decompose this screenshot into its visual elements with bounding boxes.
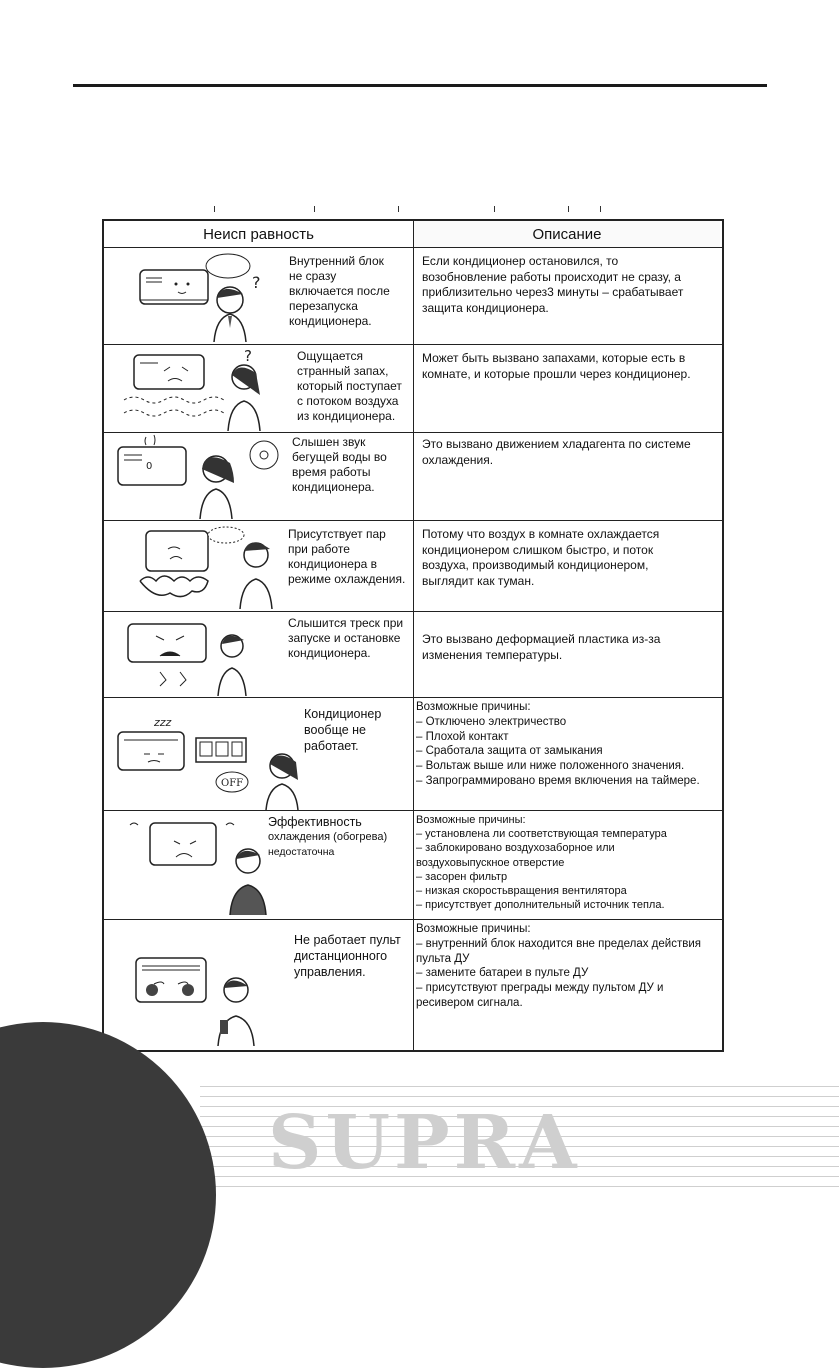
description-text: Потому что воздух в комнате охлаждается кондиционером слишком быстро, и поток воздуха, производимый кондиционером, выглядит как туман. — [422, 527, 660, 588]
header-fault: Неисп равность — [203, 226, 314, 243]
svg-text:?: ? — [244, 347, 252, 365]
table-row — [104, 612, 722, 698]
fault-text: Эффективность охлаждения (обогрева) недостаточна — [268, 815, 388, 858]
svg-text:0: 0 — [146, 461, 153, 472]
fault-text: Внутренний блок не сразу включается после перезапуска кондиционера. — [289, 254, 390, 328]
fault-text: Слышен звук бегущей воды во время работы кондиционера. — [292, 435, 387, 494]
svg-text:?: ? — [252, 273, 261, 292]
table-row — [104, 698, 722, 811]
fault-text: Не работает пульт дистанционного управления. — [294, 933, 401, 979]
corner-circle — [0, 1022, 216, 1368]
description-text: Это вызвано движением хладагента по системе охлаждения. — [422, 437, 691, 467]
fault-text: Слышится треск при запуске и остановке кондиционера. — [288, 616, 404, 660]
description-text: Возможные причины: – Отключено электричество – Плохой контакт – Сработала защита от замыкания – Вольтаж выше или ниже положенного значения. – Запрограммировано время включения на таймере. — [416, 701, 700, 787]
off-label: OFF — [221, 778, 244, 789]
description-text: Возможные причины: – внутренний блок находится вне пределах действия пульта ДУ – замените батареи в пульте ДУ – присутствуют преграды между пультом ДУ и ресивером сигнала. — [416, 923, 701, 1009]
troubleshooting-table — [102, 219, 724, 1052]
table-row — [104, 248, 722, 345]
header-description: Описание — [414, 221, 720, 247]
table-row — [104, 920, 722, 1050]
fault-text: Присутствует пар при работе кондиционера в режиме охлаждения. — [288, 527, 406, 586]
top-rule — [73, 84, 767, 87]
svg-text:zzz: zzz — [154, 716, 172, 729]
table-row — [104, 433, 722, 521]
supra-logo: SUPRA — [268, 1100, 581, 1186]
header-ticks — [102, 206, 724, 218]
fault-text: Ощущается странный запах, который поступает с потоком воздуха из кондиционера. — [297, 349, 402, 423]
description-text: Это вызвано деформацией пластика из-за изменения температуры. — [422, 632, 661, 662]
table-row — [104, 345, 722, 433]
table-row — [104, 811, 722, 920]
description-text: Может быть вызвано запахами, которые есть в комнате, и которые прошли через кондиционер. — [422, 351, 691, 381]
table-header — [104, 221, 722, 248]
fault-text: Кондиционер вообще не работает. — [304, 707, 382, 753]
description-text: Если кондиционер остановился, то возобновление работы происходит не сразу, а приблизительно через3 минуты – срабатывает защита кондиционера. — [422, 254, 684, 315]
description-text: Возможные причины: – установлена ли соответствующая температура – заблокировано воздухозаборное или воздуховыпускное отверстие – засорен фильтр – низкая скоростьвращения вентилятора – присутствует дополнительный источник тепла. — [416, 814, 667, 912]
table-row — [104, 521, 722, 612]
